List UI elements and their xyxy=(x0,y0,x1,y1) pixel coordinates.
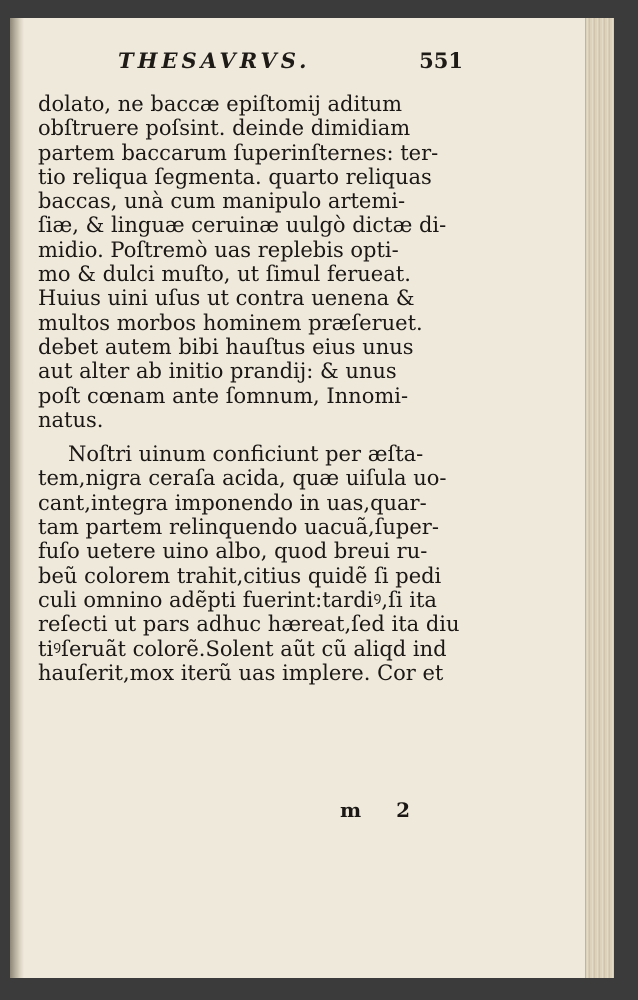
text-line: reſecti ut pars adhuc hæreat,ſed ita diu xyxy=(38,612,460,637)
text-line: natus. xyxy=(38,407,104,432)
text-line: debet autem bibi hauſtus eius unus xyxy=(38,334,414,359)
text-line: multos morbos hominem præſeruet. xyxy=(38,310,423,335)
paragraph-1 xyxy=(38,92,458,432)
gutter-shadow xyxy=(10,18,24,978)
page-edges xyxy=(585,18,614,978)
text-line: midio. Poſtremò uas replebis opti- xyxy=(38,237,399,262)
text-line: tem,nigra ceraſa acida, quæ uiſula uo- xyxy=(38,466,447,491)
text-line: beũ colorem trahit,citius quidẽ ſi pedi xyxy=(38,563,442,588)
text-line: obſtruere poſsint. deinde dimidiam xyxy=(38,116,411,141)
text-line: tam partem relinquendo uacuã,ſuper- xyxy=(38,515,439,540)
paragraph-2 xyxy=(38,442,458,685)
running-title: THESAVRVS. xyxy=(118,48,311,73)
text-line: mo & dulci muſto, ut ſimul ferueat. xyxy=(38,262,411,287)
text-line: poſt cœnam ante ſomnum, Innomi- xyxy=(38,383,409,408)
text-line: Huius uini uſus ut contra uenena & xyxy=(38,286,415,311)
text-line: tiꝰſeruãt colorẽ.Solent aũt cũ aliqd ind xyxy=(38,636,447,661)
text-line: tio reliqua ſegmenta. quarto reliquas xyxy=(38,164,432,189)
text-line: partem baccarum ſuperinſternes: ter- xyxy=(38,140,439,165)
text-line: hauſerit,mox iterũ uas implere. Cor et xyxy=(38,660,444,685)
text-line: dolato, ne baccæ epiſtomij aditum xyxy=(38,92,403,116)
text-line: baccas, unà cum manipulo artemi- xyxy=(38,189,406,214)
text-line: cant,integra imponendo in uas,quar- xyxy=(38,490,427,515)
text-line: ſiæ, & linguæ ceruinæ uulgò dictæ di- xyxy=(38,213,447,238)
body-text xyxy=(38,92,458,685)
text-line: culi omnino adẽpti fuerint:tardiꝰ,ſi ita xyxy=(38,587,437,612)
page-number: 551 xyxy=(419,48,463,73)
text-line: fuſo uetere uino albo, quod breui ru- xyxy=(38,539,428,564)
page-header xyxy=(118,48,463,78)
signature-mark: m 2 xyxy=(340,798,425,822)
text-line: aut alter ab initio prandij: & unus xyxy=(38,359,397,384)
text-line: Noſtri uinum conficiunt per æſta- xyxy=(68,442,424,467)
